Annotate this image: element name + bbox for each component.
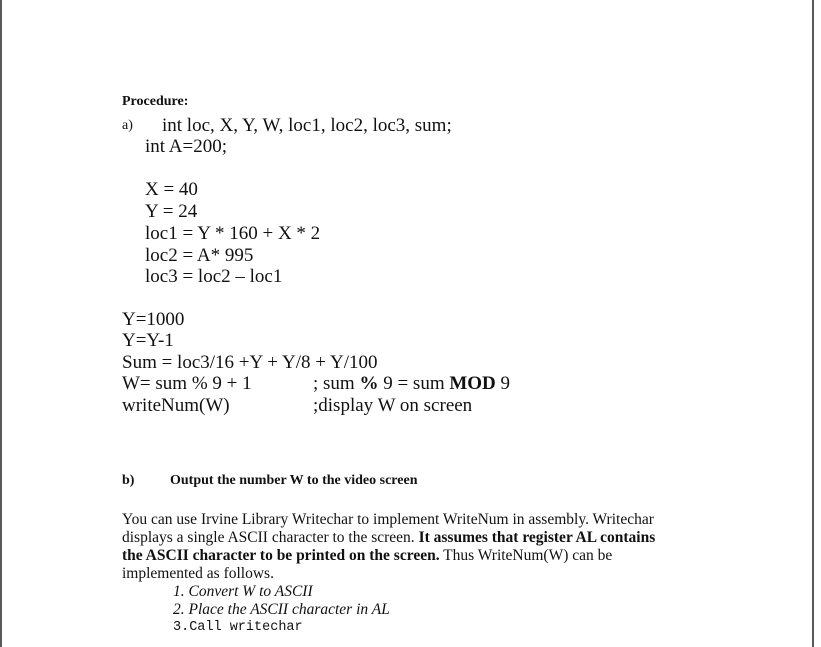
code-line-loc1: loc1 = Y * 160 + X * 2 [145,223,321,244]
paragraph-line-3-bold: the ASCII character to be printed on the screen. [122,547,440,564]
paragraph-line-3 [122,548,612,564]
comment-mod-percent: % [359,373,379,394]
paragraph-line-1: You can use Irvine Library Writechar to implement WriteNum in assembly. Writechar [122,511,654,528]
code-line-loc3: loc3 = loc2 – loc1 [145,266,283,287]
code-line-y: Y = 24 [145,201,198,222]
step-3: 3.Call writechar [173,620,303,635]
code-line-loc2: loc2 = A* 995 [145,245,254,266]
declaration-line-1: int loc, X, Y, W, loc1, loc2, loc3, sum; [162,115,452,136]
step-1: 1. Convert W to ASCII [173,583,313,600]
code-line-w: W= sum % 9 + 1 [122,373,252,394]
procedure-heading: Procedure: [122,94,189,109]
comment-mod-suffix: 9 [495,373,511,394]
code-comment-display: ;display W on screen [313,395,473,416]
code-line-x: X = 40 [145,179,198,200]
step-2: 2. Place the ASCII character in AL [173,601,390,618]
code-line-y-assign: Y=1000 [122,309,185,330]
part-a-label: a) [122,118,133,133]
paragraph-line-2-bold: It assumes that register AL contains [418,529,656,546]
paragraph-line-2-normal: displays a single ASCII character to the screen. [122,529,419,546]
part-b-label: b) [122,473,135,488]
declaration-line-2: int A=200; [145,136,227,157]
paragraph-line-2 [122,530,655,546]
code-line-y-decrement: Y=Y-1 [122,330,174,351]
comment-mod-prefix: ; sum [313,373,360,394]
paragraph-line-3-normal: Thus WriteNum(W) can be [439,547,613,564]
comment-mod-keyword: MOD [449,373,496,394]
code-line-writenum: writeNum(W) [122,395,230,416]
code-comment-mod [313,374,510,393]
code-line-sum: Sum = loc3/16 +Y + Y/8 + Y/100 [122,352,378,373]
comment-mod-mid: 9 = sum [378,373,450,394]
paragraph-line-4: implemented as follows. [122,565,274,582]
part-b-title: Output the number W to the video screen [170,473,418,488]
